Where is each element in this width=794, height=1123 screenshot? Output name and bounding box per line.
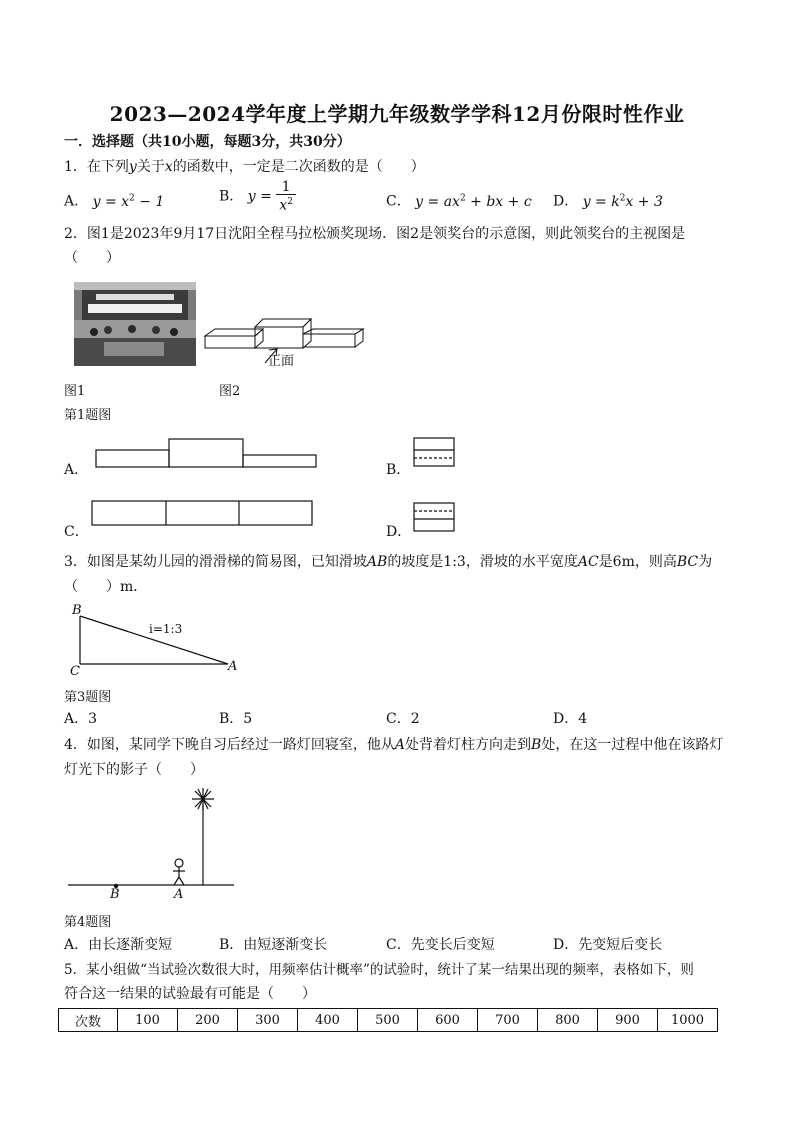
q4-option-b[interactable]: B．由短逐渐变长 — [219, 937, 328, 953]
q1-option-b[interactable]: B． y = $\frac{1}{x^2}$ — [219, 180, 296, 213]
q3-point-b: B — [72, 603, 82, 618]
q3-option-a[interactable]: A．3 — [64, 711, 98, 727]
q2-option-a-figure[interactable] — [95, 438, 317, 468]
q3-figure-caption: 第3题图 — [64, 690, 112, 705]
q3-option-b[interactable]: B．5 — [219, 711, 253, 727]
q1-option-c[interactable]: C． $y = ax^2$ + bx + c — [386, 193, 532, 210]
q3-option-c[interactable]: C．2 — [386, 711, 420, 727]
q4-stem: 4．如图，某同学下晚自习后经过一路灯回寝室，他从A处背着灯柱方向走到B处，在这一过程中他在该路灯 — [64, 737, 724, 753]
front-label: 正面 — [268, 354, 295, 369]
table-row — [59, 1009, 718, 1032]
q2-option-b-figure[interactable] — [413, 437, 455, 467]
table-cell: 1000 — [658, 1009, 718, 1032]
table-cell: 200 — [178, 1009, 238, 1032]
q4-option-c[interactable]: C．先变长后变短 — [386, 937, 495, 953]
table-cell: 300 — [238, 1009, 298, 1032]
q2-option-a[interactable]: A． — [64, 462, 89, 478]
q1-option-a[interactable]: A． $y = x^2 - 1$ — [64, 193, 165, 210]
q2-option-d[interactable]: D． — [386, 524, 412, 540]
page-title: 2023—2024学年度上学期九年级数学学科12月份限时性作业 — [109, 102, 685, 126]
q3-slope-label: i=1:3 — [149, 622, 183, 636]
table-cell: 600 — [418, 1009, 478, 1032]
table-cell: 500 — [358, 1009, 418, 1032]
q4-option-d[interactable]: D．先变短后变长 — [553, 937, 663, 953]
q4-figure-caption: 第4题图 — [64, 915, 112, 930]
q4-stem-line2: 灯光下的影子（ ） — [64, 762, 204, 778]
q4-point-b: B — [110, 887, 120, 902]
fraction: $\frac{1}{x^2}$ — [276, 180, 296, 213]
q5-stem: 5．某小组做“当试验次数很大时，用频率估计概率”的试验时，统计了某一结果出现的频率，表格如下，则 — [64, 962, 694, 978]
q2-option-d-figure[interactable] — [413, 502, 455, 532]
frequency-table — [58, 1008, 718, 1032]
section-heading: 一．选择题（共10小题，每题3分，共30分） — [64, 134, 351, 150]
q3-stem-line2: （ ）m． — [64, 579, 148, 595]
q3-stem: 3．如图是某幼儿园的滑滑梯的简易图，已知滑坡AB的坡度是1:3，滑坡的水平宽度AC是6m，则高BC为 — [64, 554, 713, 570]
fig2-caption: 图2 — [219, 384, 241, 399]
q2-stem: 2．图1是2023年9月17日沈阳全程马拉松颁奖现场．图2是领奖台的示意图，则此领奖台的主视图是 — [64, 226, 686, 242]
award-ceremony-photo — [74, 282, 196, 366]
q3-point-a: A — [228, 659, 238, 674]
fig1-caption: 图1 — [64, 384, 86, 399]
q3-point-c: C — [70, 664, 80, 679]
q2-paren: （ ） — [64, 250, 120, 266]
q4-option-a[interactable]: A．由长逐渐变短 — [64, 937, 173, 953]
q2-option-c[interactable]: C． — [64, 524, 89, 540]
q2-option-b[interactable]: B． — [386, 462, 411, 478]
table-cell: 800 — [538, 1009, 598, 1032]
q1-option-d[interactable]: D． $y = k^2x + 3$ — [553, 193, 663, 210]
table-cell: 900 — [598, 1009, 658, 1032]
q4-point-a: A — [174, 887, 184, 902]
table-cell: 700 — [478, 1009, 538, 1032]
table-header-cell: 次数 — [59, 1009, 118, 1032]
q2-figure-caption: 第1题图 — [64, 408, 112, 423]
q3-option-d[interactable]: D．4 — [553, 711, 588, 727]
q5-stem-line2: 符合这一结果的试验最有可能是（ ） — [64, 986, 316, 1002]
table-cell: 100 — [118, 1009, 178, 1032]
q1-stem: 1．在下列y关于x的函数中，一定是二次函数的是（ ） — [64, 159, 425, 175]
slide-triangle-figure — [78, 608, 238, 668]
table-cell: 400 — [298, 1009, 358, 1032]
q2-option-c-figure[interactable] — [91, 500, 313, 526]
streetlight-figure — [68, 786, 238, 896]
